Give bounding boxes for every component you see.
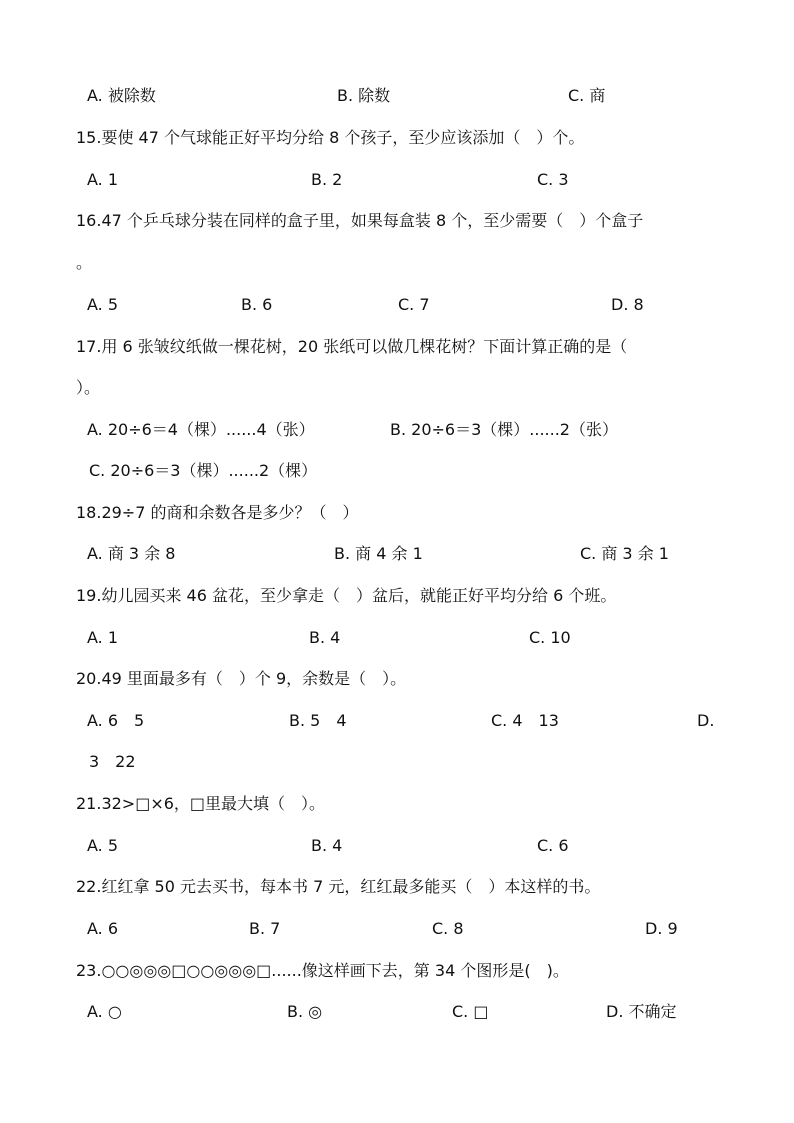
question-stem xyxy=(0,582,794,610)
option-d: D. 8 xyxy=(611,295,644,314)
question-stem xyxy=(0,499,794,527)
option-b: B. 7 xyxy=(249,919,281,938)
option-row xyxy=(0,832,794,860)
option-a: A. 6 xyxy=(87,919,119,938)
option-b: B. 除数 xyxy=(337,86,391,105)
question-stem xyxy=(0,957,794,985)
option-c: C. 10 xyxy=(529,628,571,647)
question-stem-continuation xyxy=(0,374,794,402)
question-16-text: 16.47 个乒乓球分装在同样的盒子里，如果每盒装 8 个，至少需要（ ）个盒子 xyxy=(76,211,644,230)
option-c: C. 3 xyxy=(537,170,569,189)
option-b: B. 20÷6＝3（棵）......2（张） xyxy=(390,420,618,439)
question-17-text-cont: ）。 xyxy=(76,378,101,397)
question-stem xyxy=(0,207,794,235)
option-d-text: 3 22 xyxy=(89,752,136,771)
question-stem xyxy=(0,665,794,693)
option-b: B. 4 xyxy=(311,836,343,855)
option-row xyxy=(0,416,794,444)
option-b: B. ◎ xyxy=(287,1002,323,1021)
question-22-text: 22.红红拿 50 元去买书，每本书 7 元，红红最多能买（ ）本这样的书。 xyxy=(76,877,601,896)
question-20-text: 20.49 里面最多有（ ）个 9，余数是（ ）。 xyxy=(76,669,407,688)
option-row xyxy=(0,457,794,485)
question-17-text: 17.用 6 张皱纹纸做一棵花树，20 张纸可以做几棵花树？下面计算正确的是（ xyxy=(76,337,628,356)
option-a: A. 20÷6＝4（棵）......4（张） xyxy=(87,420,315,439)
question-16-text-cont: 。 xyxy=(76,253,93,272)
question-stem xyxy=(0,790,794,818)
question-stem xyxy=(0,873,794,901)
question-18-text: 18.29÷7 的商和余数各是多少？（ ） xyxy=(76,503,359,522)
option-a: A. 5 xyxy=(87,295,119,314)
option-d: D. xyxy=(697,711,715,730)
option-c: C. 8 xyxy=(432,919,464,938)
question-stem-continuation xyxy=(0,249,794,277)
option-c: C. □ xyxy=(452,1002,489,1021)
option-row xyxy=(0,915,794,943)
option-row xyxy=(0,707,794,735)
option-d: D. 9 xyxy=(645,919,678,938)
option-a: A. 被除数 xyxy=(87,86,156,105)
option-a: A. ○ xyxy=(87,1002,122,1021)
option-b: B. 6 xyxy=(241,295,273,314)
option-b: B. 2 xyxy=(311,170,343,189)
option-c: C. 6 xyxy=(537,836,569,855)
question-stem xyxy=(0,124,794,152)
question-23-text: 23.○○◎◎◎□○○◎◎◎□......像这样画下去，第 34 个图形是( )。 xyxy=(76,961,569,980)
option-row xyxy=(0,998,794,1026)
option-row xyxy=(0,291,794,319)
option-b: B. 商 4 余 1 xyxy=(334,544,423,563)
option-c: C. 商 xyxy=(568,86,606,105)
option-a: A. 1 xyxy=(87,170,119,189)
option-a: A. 6 5 xyxy=(87,711,145,730)
option-d: D. 不确定 xyxy=(606,1002,677,1021)
option-row-continuation xyxy=(0,748,794,776)
option-a: A. 5 xyxy=(87,836,119,855)
question-19-text: 19.幼儿园买来 46 盆花，至少拿走（ ）盆后，就能正好平均分给 6 个班。 xyxy=(76,586,617,605)
option-c: C. 4 13 xyxy=(491,711,559,730)
question-21-text: 21.32>□×6，□里最大填（ ）。 xyxy=(76,794,326,813)
question-stem xyxy=(0,333,794,361)
option-row xyxy=(0,624,794,652)
option-row xyxy=(0,82,794,110)
option-c: C. 7 xyxy=(398,295,430,314)
option-c: C. 20÷6＝3（棵）......2（棵） xyxy=(89,461,318,480)
option-a: A. 商 3 余 8 xyxy=(87,544,176,563)
option-a: A. 1 xyxy=(87,628,119,647)
option-row xyxy=(0,540,794,568)
option-b: B. 4 xyxy=(309,628,341,647)
option-c: C. 商 3 余 1 xyxy=(580,544,669,563)
question-15-text: 15.要使 47 个气球能正好平均分给 8 个孩子，至少应该添加（ ）个。 xyxy=(76,128,585,147)
option-b: B. 5 4 xyxy=(289,711,347,730)
option-row xyxy=(0,166,794,194)
